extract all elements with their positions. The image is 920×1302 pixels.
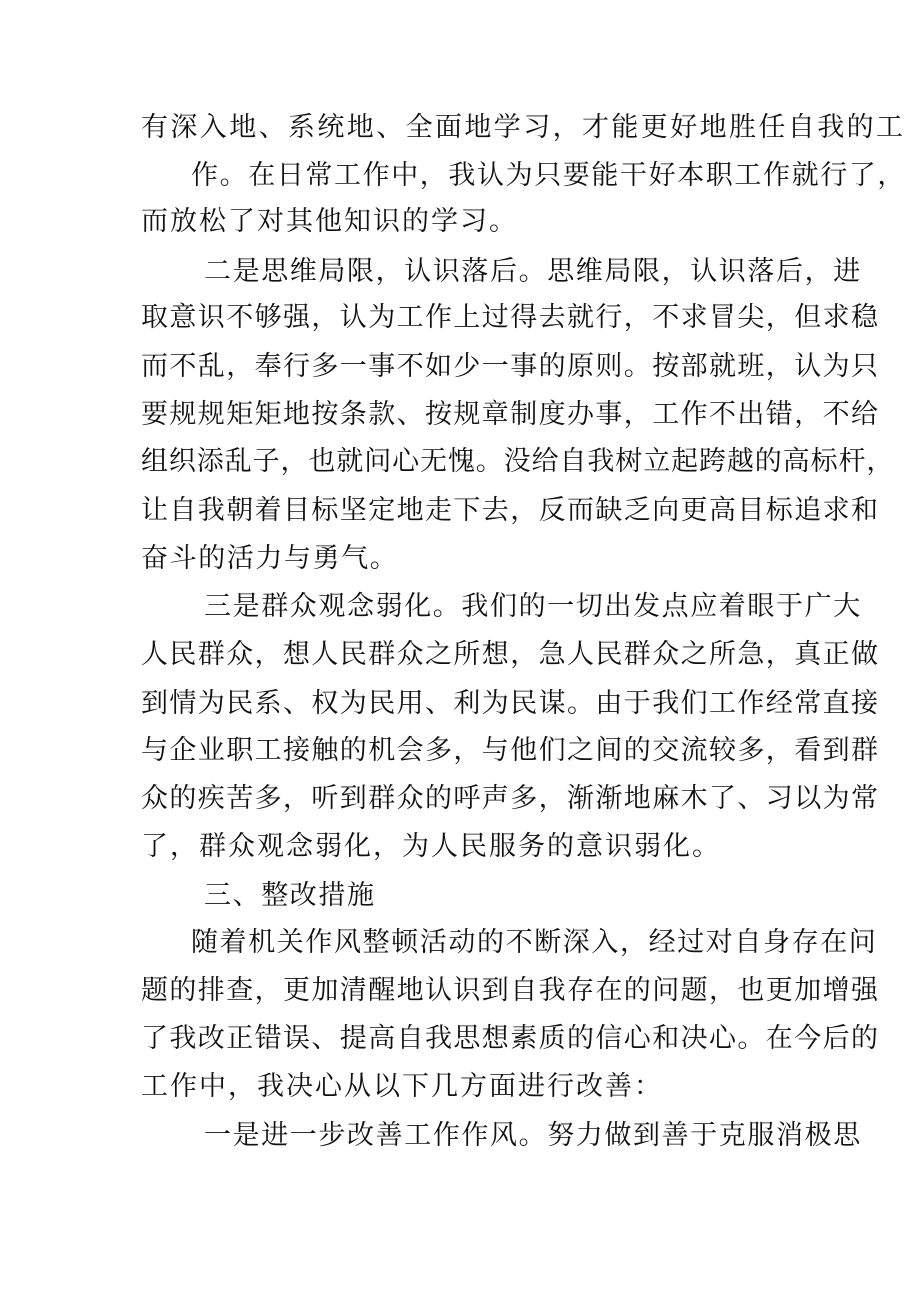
- text-line: 到情为民系、权为民用、利为民谋。由于我们工作经常直接: [141, 688, 880, 719]
- text-line: 了，群众观念弱化，为人民服务的意识弱化。: [141, 831, 721, 862]
- section-heading: 三、整改措施: [204, 880, 376, 911]
- text-line: 工作中，我决心从以下几方面进行改善：: [141, 1071, 663, 1102]
- text-line: 而不乱，奉行多一事不如少一事的原则。按部就班，认为只: [141, 351, 880, 382]
- text-line: 与企业职工接触的机会多，与他们之间的交流较多，看到群: [141, 735, 880, 766]
- text-line: 让自我朝着目标坚定地走下去，反而缺乏向更高目标追求和: [141, 495, 880, 526]
- text-line: 人民群众，想人民群众之所想，急人民群众之所急，真正做: [141, 639, 880, 670]
- text-line: 了我改正错误、提高自我思想素质的信心和决心。在今后的: [141, 1023, 880, 1054]
- text-line: 二是思维局限，认识落后。思维局限，认识落后，进: [204, 256, 862, 287]
- text-line: 有深入地、系统地、全面地学习，才能更好地胜任自我的工: [141, 112, 906, 143]
- text-line: 而放松了对其他知识的学习。: [141, 206, 518, 237]
- text-line: 题的排查，更加清醒地认识到自我存在的问题，也更加增强: [141, 975, 880, 1006]
- text-line: 要规规矩矩地按条款、按规章制度办事，工作不出错，不给: [141, 399, 880, 430]
- text-line: 随着机关作风整顿活动的不断深入，经过对自身存在问: [191, 927, 878, 958]
- text-line: 众的疾苦多，听到群众的呼声多，渐渐地麻木了、习以为常: [141, 783, 880, 814]
- text-line: 一是进一步改善工作作风。努力做到善于克服消极思: [204, 1120, 862, 1151]
- text-line: 奋斗的活力与勇气。: [141, 543, 399, 574]
- text-line: 组织添乱子，也就问心无愧。没给自我树立起跨越的高标杆，: [141, 446, 895, 477]
- text-line: 三是群众观念弱化。我们的一切出发点应着眼于广大: [204, 591, 862, 622]
- text-line: 取意识不够强，认为工作上过得去就行，不求冒尖，但求稳: [141, 302, 880, 333]
- text-line: 作。在日常工作中，我认为只要能干好本职工作就行了，: [191, 160, 906, 191]
